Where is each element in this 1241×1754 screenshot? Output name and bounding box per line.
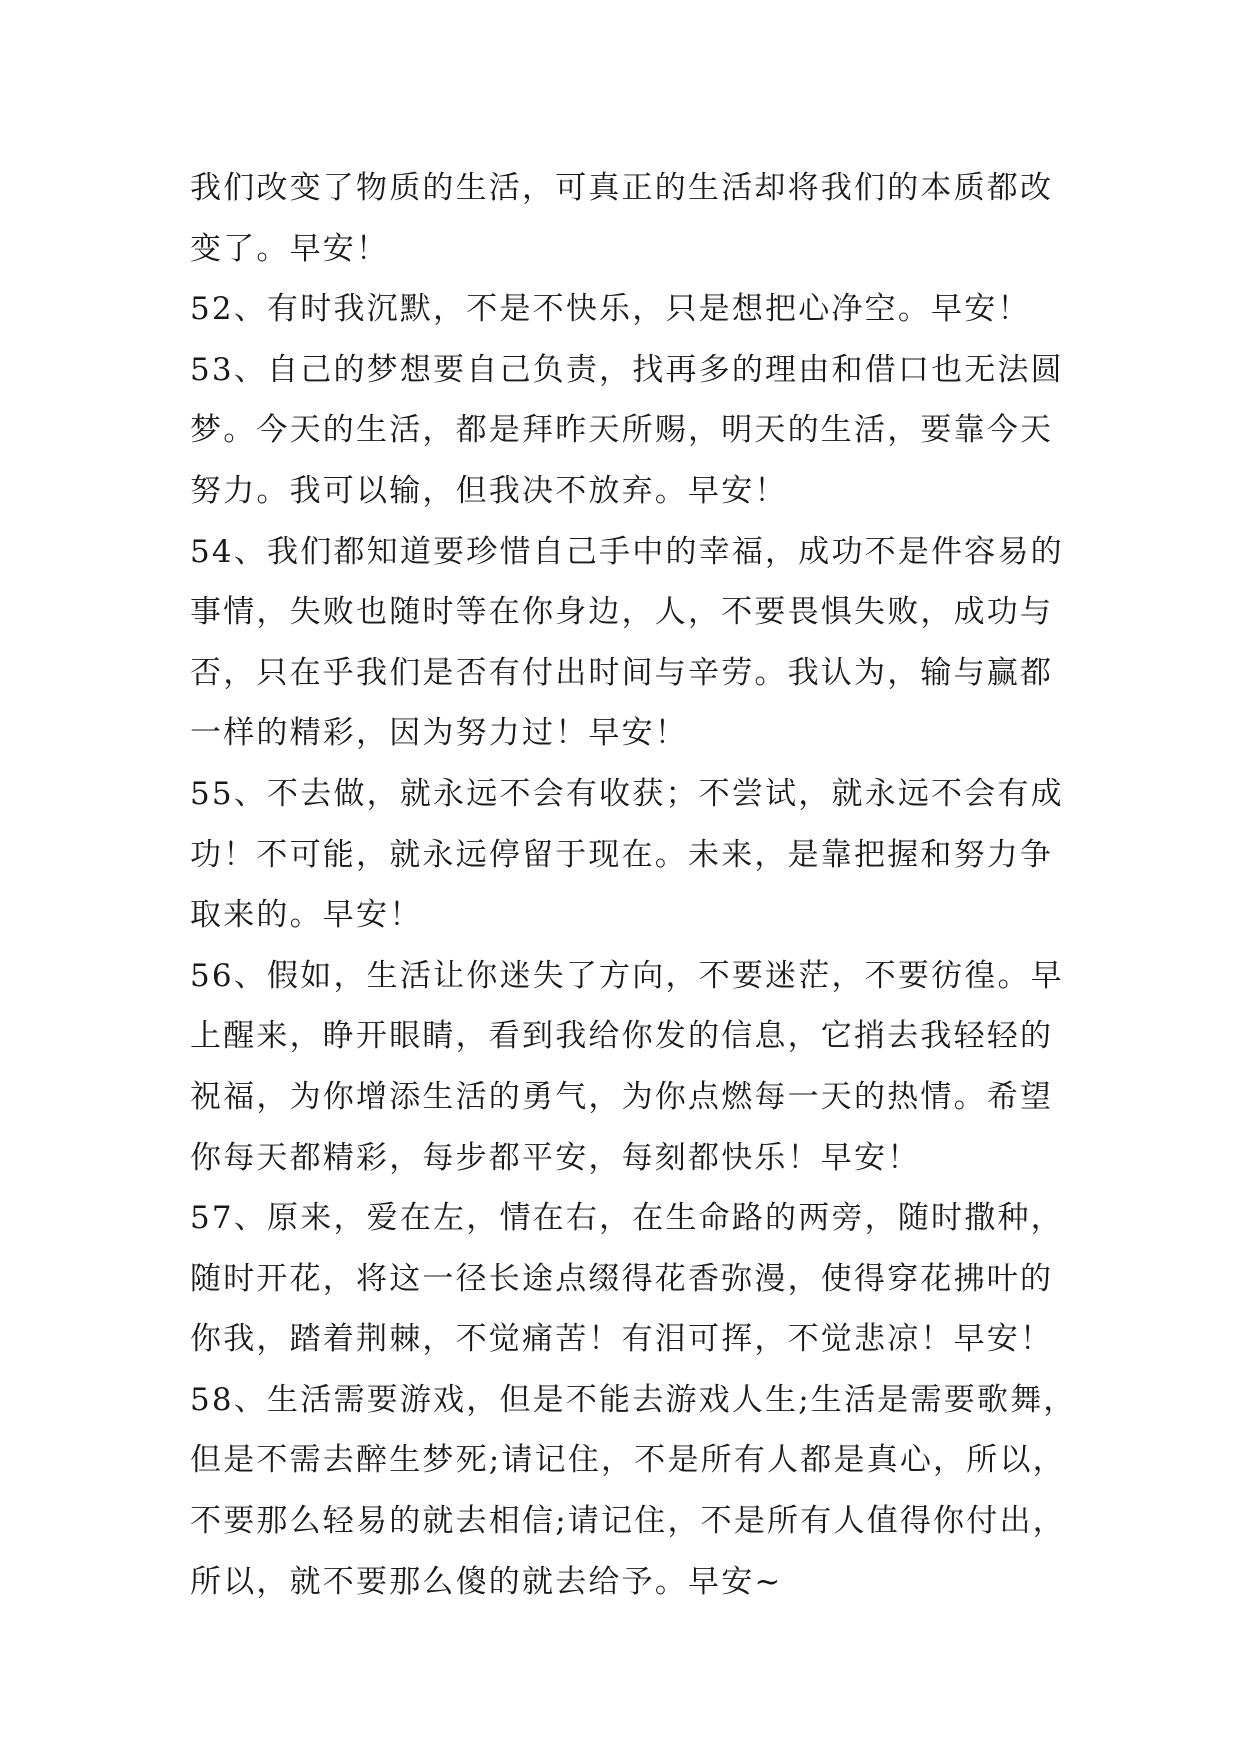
text-line: 事情，失败也随时等在你身边，人，不要畏惧失败，成功与 — [190, 594, 1054, 631]
text-line: 功！不可能，就永远停留于现在。未来，是靠把握和努力争 — [190, 836, 1054, 873]
text-line: 你每天都精彩，每步都平安，每刻都快乐！早安！ — [190, 1139, 921, 1176]
text-line: 不要那么轻易的就去相信;请记住，不是所有人值得你付出， — [190, 1503, 1066, 1540]
text-line: 56、假如，生活让你迷失了方向，不要迷茫，不要彷徨。早 — [190, 957, 1064, 994]
text-line: 否，只在乎我们是否有付出时间与辛劳。我认为，输与赢都 — [190, 654, 1054, 691]
text-line: 58、生活需要游戏，但是不能去游戏人生;生活是需要歌舞， — [190, 1381, 1077, 1418]
text-line: 一样的精彩，因为努力过！早安！ — [190, 715, 688, 752]
text-line: 53、自己的梦想要自己负责，找再多的理由和借口也无法圆 — [190, 351, 1064, 388]
text-line: 55、不去做，就永远不会有收获；不尝试，就永远不会有成 — [190, 775, 1064, 812]
text-line: 但是不需去醉生梦死;请记住，不是所有人都是真心，所以， — [190, 1442, 1066, 1479]
text-line: 取来的。早安！ — [190, 897, 423, 934]
text-line: 我们改变了物质的生活，可真正的生活却将我们的本质都改 — [190, 170, 1054, 206]
text-line: 努力。我可以输，但我决不放弃。早安！ — [190, 472, 788, 509]
text-line: 上醒来，睁开眼睛，看到我给你发的信息，它捎去我轻轻的 — [190, 1018, 1054, 1055]
text-line: 变了。早安！ — [190, 230, 390, 267]
text-line: 52、有时我沉默，不是不快乐，只是想把心净空。早安！ — [190, 291, 1031, 328]
text-line: 54、我们都知道要珍惜自己手中的幸福，成功不是件容易的 — [190, 533, 1064, 570]
text-line: 祝福，为你增添生活的勇气，为你点燃每一天的热情。希望 — [190, 1078, 1054, 1115]
text-line: 57、原来，爱在左，情在右，在生命路的两旁，随时撒种， — [190, 1200, 1064, 1237]
document-body — [190, 158, 1077, 1612]
text-line: 所以，就不要那么傻的就去给予。早安~ — [190, 1563, 783, 1600]
text-line: 随时开花，将这一径长途点缀得花香弥漫，使得穿花拂叶的 — [190, 1260, 1054, 1297]
text-line: 梦。今天的生活，都是拜昨天所赐，明天的生活，要靠今天 — [190, 412, 1054, 449]
text-line: 你我，踏着荆棘，不觉痛苦！有泪可挥，不觉悲凉！早安！ — [190, 1321, 1054, 1358]
